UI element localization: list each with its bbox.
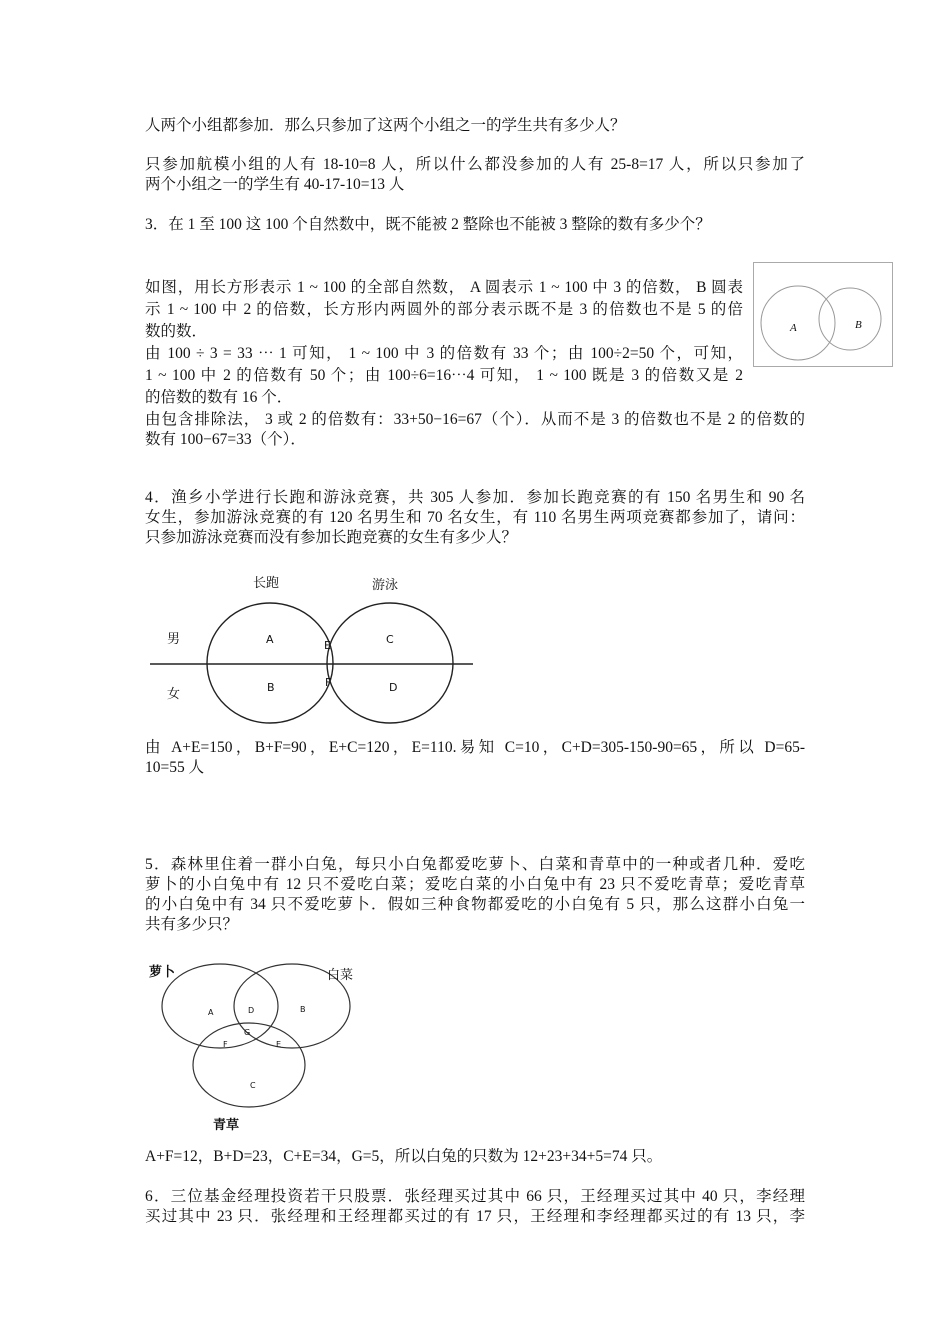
circle-b <box>819 288 881 350</box>
region-e: E <box>324 639 331 652</box>
q5-question-line-2: 萝卜的小白兔中有 12 只不爱吃白菜；爱吃白菜的小白兔中有 23 只不爱吃青草；爱吃青草 <box>145 876 805 893</box>
region-f: F <box>223 1040 228 1049</box>
q6-question-line-1: 6．三位基金经理投资若干只股票．张经理买过其中 66 只，王经理买过其中 40 只，李经理 <box>145 1188 805 1205</box>
region-c: C <box>386 633 394 646</box>
q4-answer-line-2: 10=55 人 <box>145 759 205 776</box>
swimming-circle <box>327 603 453 723</box>
q3-question: 3．在 1 至 100 这 100 个自然数中，既不能被 2 整除也不能被 3 整除的数有多少个？ <box>145 216 711 233</box>
q4-question-line-3: 只参加游泳竞赛而没有参加长跑竞赛的女生有多少人？ <box>145 529 518 546</box>
q3-solution-line-6: 的倍数的数有 16 个． <box>145 389 293 406</box>
region-f: F <box>325 676 332 689</box>
q5-question-line-3: 的小白兔中有 34 只不爱吃萝卜．假如三种食物都爱吃的小白兔有 5 只，那么这群小白兔一 <box>145 896 805 913</box>
region-d: D <box>248 1006 255 1015</box>
q2-answer-line-2: 两个小组之一的学生有 40-17-10=13 人 <box>145 176 405 193</box>
region-b: B <box>300 1005 306 1014</box>
q3-solution-line-8: 数有 100−67=33（个）． <box>145 431 306 448</box>
q4-question-line-2: 女生，参加游泳竞赛的有 120 名男生和 70 名女生，有 110 名男生两项竞赛都参加了，请问： <box>145 509 805 526</box>
label-b: B <box>855 319 862 331</box>
q3-solution-line-5: 1 ~ 100 中 2 的倍数有 50 个；由 100÷6=16⋯4 可知， 1 ~ 100 既是 3 的倍数又是 2 <box>145 367 743 384</box>
region-c: C <box>250 1081 256 1090</box>
label-a: A <box>790 322 797 334</box>
q2-question-tail: 人两个小组都参加．那么只参加了这两个小组之一的学生共有多少人？ <box>145 117 626 134</box>
cabbage-label: 白菜 <box>327 968 354 983</box>
region-d: D <box>389 681 398 694</box>
q5-question-line-4: 共有多少只？ <box>145 916 239 933</box>
q3-solution-line-7: 由包含排除法， 3 或 2 的倍数有：33+50−16=67（个）．从而不是 3 的倍数也不是 2 的倍数的 <box>145 411 805 428</box>
boys-label: 男 <box>167 632 181 647</box>
region-b: B <box>267 681 275 694</box>
swimming-label: 游泳 <box>372 578 399 593</box>
running-label: 长跑 <box>253 576 280 591</box>
region-g: G <box>244 1028 251 1037</box>
q3-solution-line-4: 由 100 ÷ 3 = 33 ⋯ 1 可知， 1 ~ 100 中 3 的倍数有 33 个；由 100÷2=50 个，可知， <box>145 345 743 362</box>
q3-venn-diagram <box>753 262 893 367</box>
q5-question-line-1: 5．森林里住着一群小白兔，每只小白兔都爱吃萝卜、白菜和青草中的一种或者几种．爱吃 <box>145 856 805 873</box>
q4-venn-diagram <box>145 565 480 730</box>
running-circle <box>207 603 333 723</box>
grass-label: 青草 <box>213 1118 240 1133</box>
radish-circle <box>162 964 278 1048</box>
q4-answer-line-1: 由 A+E=150，B+F=90，E+C=120，E=110.易知 C=10，C+D=305-150-90=65，所以 D=65- <box>145 739 805 756</box>
circle-a <box>761 286 835 360</box>
region-e: E <box>276 1040 282 1049</box>
girls-label: 女 <box>167 687 181 702</box>
region-a: A <box>208 1008 214 1017</box>
region-a: A <box>266 633 274 646</box>
q2-answer-line-1: 只参加航模小组的人有 18-10=8 人，所以什么都没参加的人有 25-8=17 人，所以只参加了 <box>145 156 805 173</box>
q4-question-line-1: 4．渔乡小学进行长跑和游泳竞赛，共 305 人参加．参加长跑竞赛的有 150 名男生和 90 名 <box>145 489 805 506</box>
q6-question-line-2: 买过其中 23 只．张经理和王经理都买过的有 17 只，王经理和李经理都买过的有 13 只，李 <box>145 1208 805 1225</box>
q5-venn-diagram <box>145 958 370 1138</box>
q3-solution-line-3: 数的数． <box>145 323 208 340</box>
radish-label: 萝卜 <box>149 965 176 980</box>
q3-solution-line-2: 示 1 ~ 100 中 2 的倍数，长方形内两圆外的部分表示既不是 3 的倍数也不是 5 的倍 <box>145 301 743 318</box>
q3-solution-line-1: 如图，用长方形表示 1 ~ 100 的全部自然数， A 圆表示 1 ~ 100 中 3 的倍数， B 圆表 <box>145 279 743 296</box>
q5-answer: A+F=12，B+D=23，C+E=34，G=5，所以白兔的只数为 12+23+34+5=74 只。 <box>145 1148 663 1165</box>
